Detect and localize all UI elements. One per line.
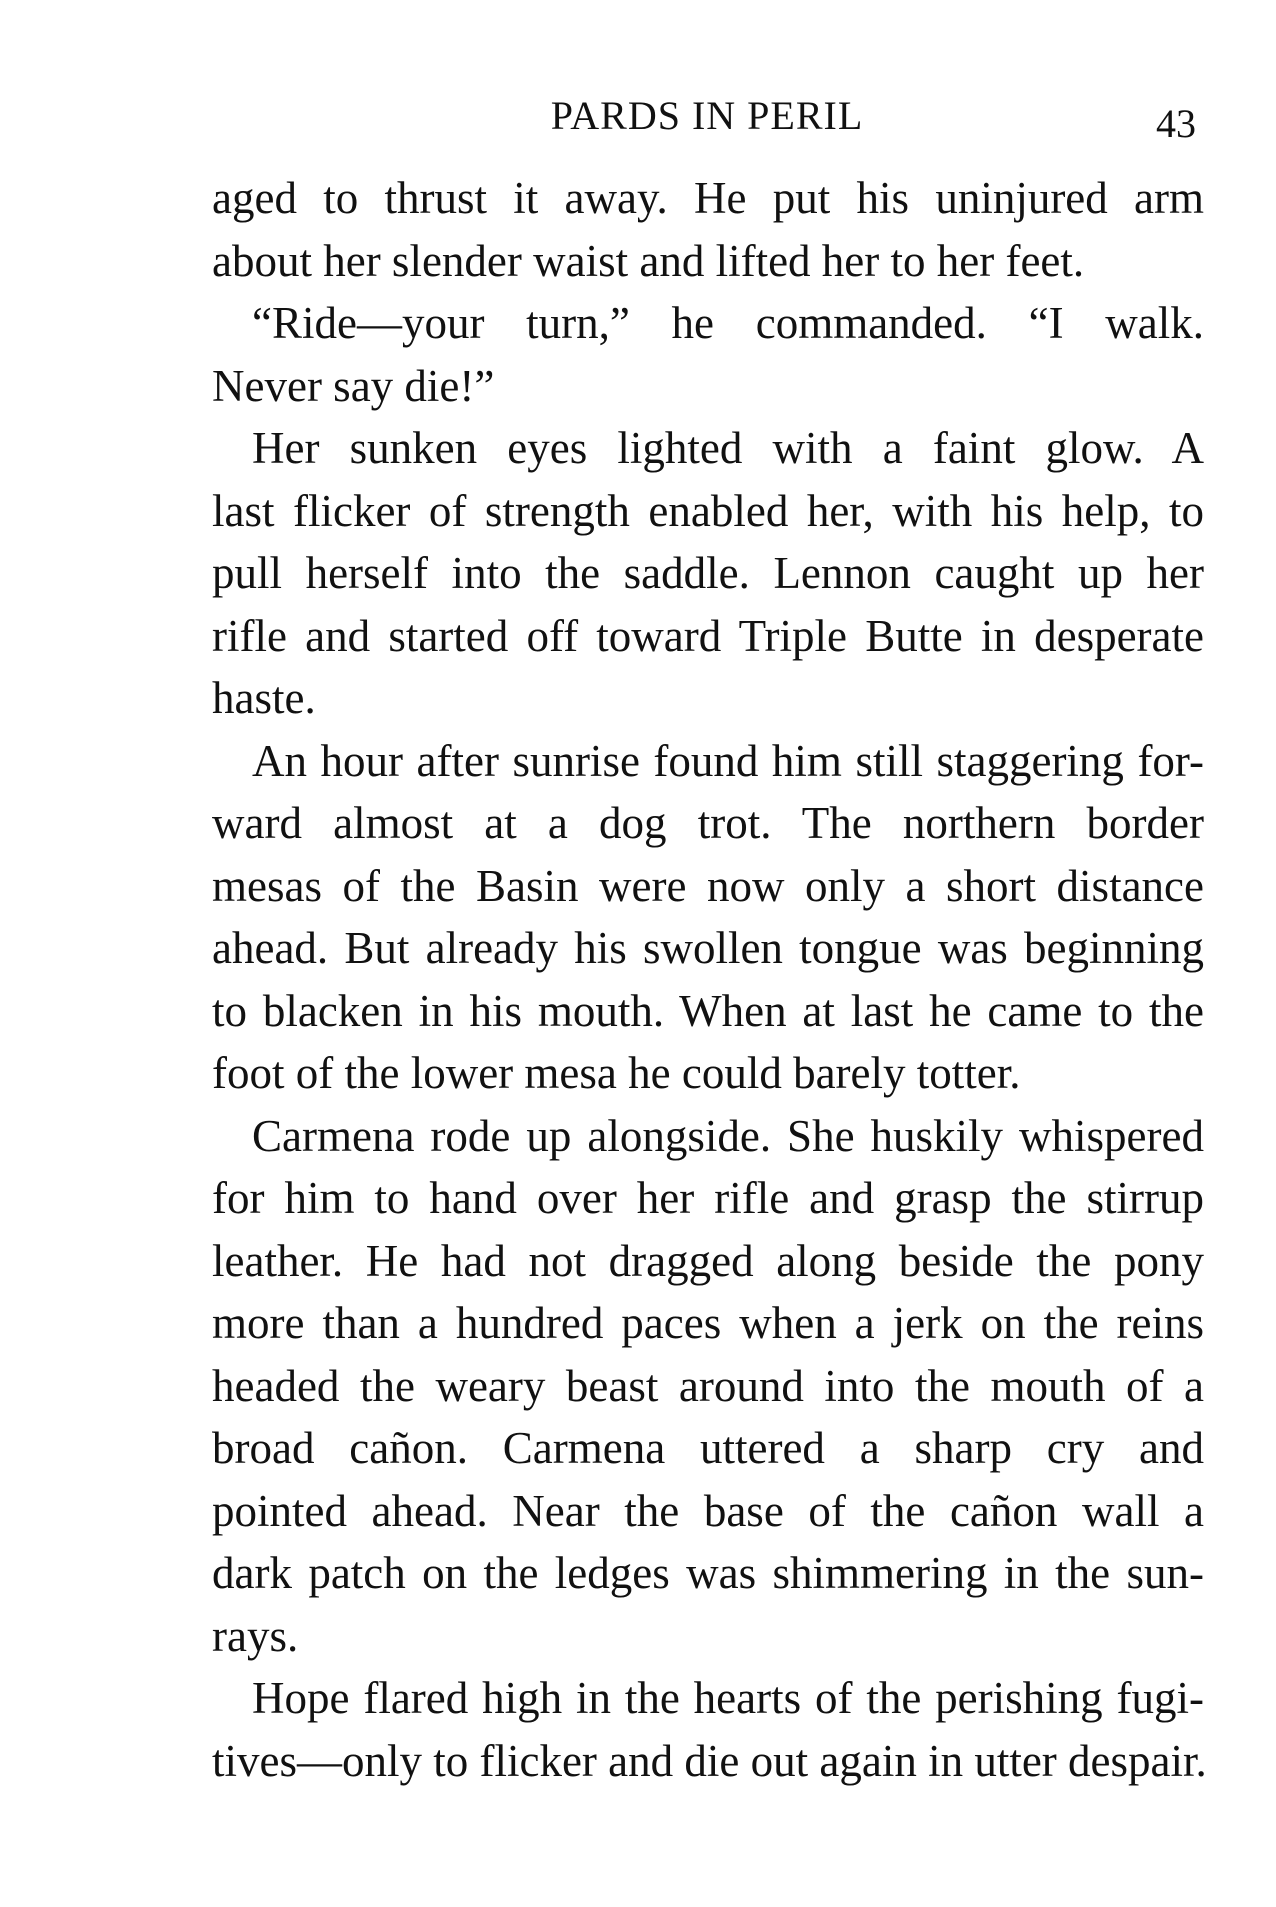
text-line: aged to thrust it away. He put his uninjured arm — [212, 173, 1204, 223]
paragraph-1 — [212, 167, 1204, 292]
text-line: dark patch on the ledges was shimmering in the sun- — [212, 1548, 1204, 1598]
text-line: rays. — [212, 1610, 299, 1661]
running-head — [212, 88, 1202, 148]
paragraph-5 — [212, 1105, 1204, 1668]
text-line: to blacken in his mouth. When at last he came to the — [212, 985, 1204, 1036]
text-line: foot of the lower mesa he could barely totter. — [212, 1048, 1021, 1098]
paragraph-2 — [212, 292, 1204, 417]
text-line: ward almost at a dog trot. The northern border — [212, 798, 1204, 848]
text-line: pull herself into the saddle. Lennon caught up her — [212, 548, 1204, 598]
text-line: for him to hand over her rifle and grasp the stirrup — [212, 1173, 1204, 1223]
page-number: 43 — [1156, 101, 1196, 146]
text-line: about her slender waist and lifted her to her feet. — [212, 235, 1085, 286]
running-title: PARDS IN PERIL — [550, 93, 864, 138]
text-line: more than a hundred paces when a jerk on the reins — [212, 1298, 1204, 1348]
text-line: rifle and started off toward Triple Butte in desperate — [212, 610, 1204, 661]
paragraph-6 — [212, 1667, 1207, 1792]
body-text — [212, 167, 1207, 1792]
paragraph-4 — [212, 730, 1204, 1105]
text-line: pointed ahead. Near the base of the cañon wall a — [212, 1485, 1204, 1536]
text-line: Never say die!” — [212, 360, 495, 411]
text-line: tives—only to flicker and die out again in utter despair. — [212, 1735, 1207, 1786]
text-line: mesas of the Basin were now only a short distance — [212, 860, 1204, 911]
text-line: broad cañon. Carmena uttered a sharp cry and — [212, 1423, 1204, 1473]
text-line: leather. He had not dragged along beside the pony — [212, 1235, 1204, 1286]
text-line: haste. — [212, 673, 316, 723]
text-line: Her sunken eyes lighted with a faint glow. A — [252, 423, 1204, 473]
text-line: Hope flared high in the hearts of the perishing fugi- — [252, 1673, 1204, 1723]
text-line: last flicker of strength enabled her, with his help, to — [212, 485, 1204, 536]
text-line: “Ride—your turn,” he commanded. “I walk. — [252, 298, 1204, 348]
text-line: headed the weary beast around into the mouth of a — [212, 1360, 1204, 1411]
paragraph-3 — [212, 417, 1204, 730]
text-line: Carmena rode up alongside. She huskily whispered — [252, 1110, 1204, 1161]
text-line: ahead. But already his swollen tongue was beginning — [212, 923, 1204, 973]
text-line: An hour after sunrise found him still staggering for- — [252, 735, 1204, 786]
